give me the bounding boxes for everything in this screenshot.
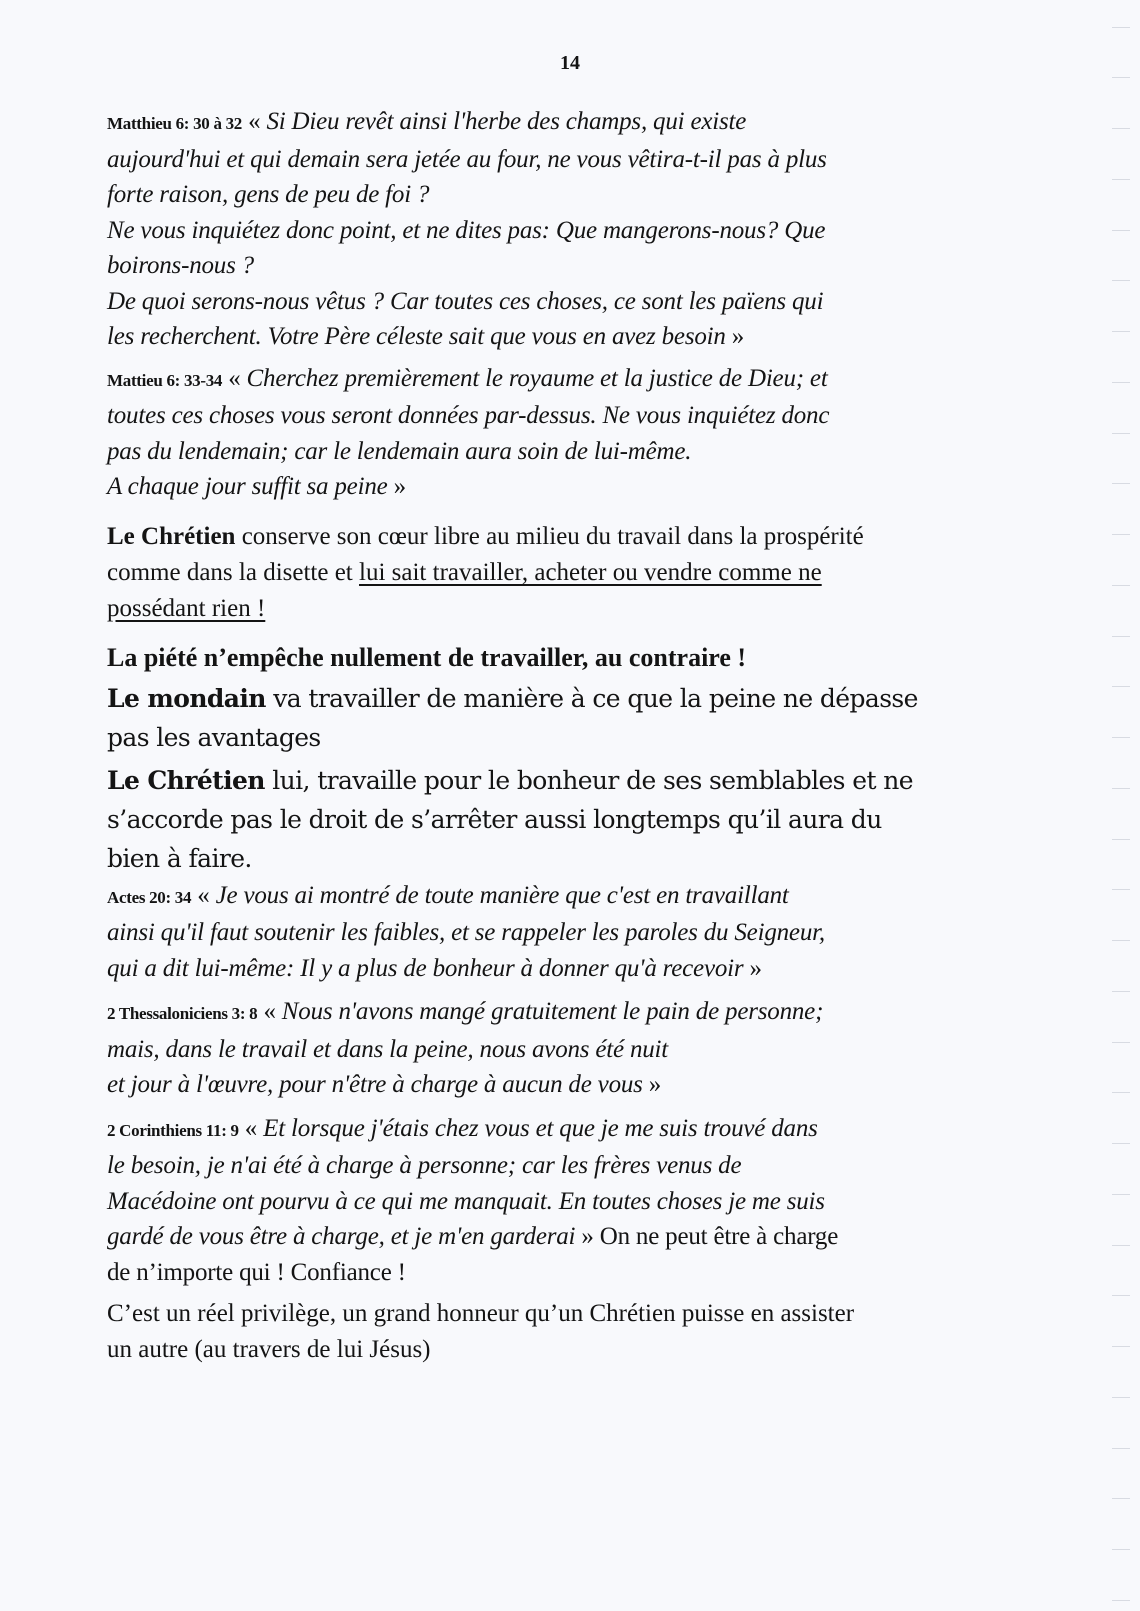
verse-2-corinthiens-11-9: [107, 1111, 1017, 1291]
verse-line: les recherchent. Votre Père céleste sait que vous en avez besoin: [107, 323, 726, 350]
verse-line: toutes ces choses vous seront données par-dessus. Ne vous inquiétez donc: [107, 402, 830, 429]
binding-mark: [1112, 27, 1130, 28]
quote-close: »: [743, 954, 762, 982]
verse-line: mais, dans le travail et dans la peine, nous avons été nuit: [107, 1035, 669, 1063]
binding-mark: [1112, 1194, 1130, 1195]
verse-line: ainsi qu'il faut soutenir les faibles, et se rappeler les paroles du Seigneur,: [107, 919, 825, 946]
verse-line: gardé de vous être à charge, et je m'en garderai: [107, 1223, 576, 1250]
text: lui, travaille pour le bonheur de ses semblables et ne: [264, 765, 913, 795]
verse-line: forte raison, gens de peu de foi ?: [107, 181, 430, 208]
binding-mark: [1112, 991, 1130, 992]
binding-mark: [1112, 179, 1130, 180]
verse-reference: 2 Corinthiens 11: 9: [107, 1120, 239, 1140]
verse-line: qui a dit lui-même: Il y a plus de bonheur à donner qu'à recevoir: [107, 954, 744, 982]
binding-mark: [1112, 1143, 1130, 1144]
binding-mark: [1112, 1346, 1130, 1347]
chretien-paragraph: [107, 519, 1017, 627]
chretien-work-paragraph: [107, 761, 1017, 878]
binding-mark: [1112, 889, 1130, 890]
text: un autre (au travers de lui Jésus): [107, 1336, 431, 1363]
text: s’accorde pas le droit de s’arrêter aussi longtemps qu’il aura du: [107, 804, 882, 834]
binding-mark: [1112, 585, 1130, 586]
bold-subject: Le mondain: [107, 683, 266, 713]
text: comme dans la disette et: [107, 558, 360, 586]
binding-mark: [1112, 230, 1130, 231]
bold-subject: Le Chrétien: [107, 522, 236, 550]
quote-open: «: [244, 1114, 264, 1142]
binding-mark: [1112, 839, 1130, 840]
verse-mattieu-6-33: [107, 361, 1017, 505]
binding-mark: [1112, 686, 1130, 687]
binding-mark: [1112, 1448, 1130, 1449]
section-heading: La piété n’empêche nullement de travailler, au contraire !: [107, 642, 747, 672]
binding-mark: [1112, 1397, 1130, 1398]
text: bien à faire.: [107, 843, 252, 873]
quote-close: »: [387, 473, 406, 500]
verse-matthieu-6-30: [107, 104, 1017, 355]
verse-reference: Matthieu 6: 30 à 32: [107, 114, 243, 133]
text: On ne peut être à charge: [593, 1223, 839, 1250]
quote-open: «: [248, 108, 267, 135]
verse-line: De quoi serons-nous vêtus ? Car toutes ces choses, ce sont les païens qui: [107, 287, 824, 315]
verse-line: Si Dieu revêt ainsi l'herbe des champs, qui existe: [266, 108, 747, 135]
binding-mark: [1112, 1549, 1130, 1550]
verse-line: Ne vous inquiétez donc point, et ne dites pas: Que mangerons-nous? Que: [107, 216, 826, 244]
binding-mark: [1112, 1600, 1130, 1601]
verse-line: et jour à l'œuvre, pour n'être à charge à aucun de vous: [107, 1071, 643, 1098]
binding-mark: [1112, 737, 1130, 738]
underlined-text: lui sait travailler, acheter ou vendre comme ne: [359, 558, 822, 586]
verse-line: aujourd'hui et qui demain sera jetée au four, ne vous vêtira-t-il pas à plus: [107, 145, 827, 173]
mondain-paragraph: [107, 679, 1017, 757]
text: va travailler de manière à ce que la peine ne dépasse: [265, 683, 918, 713]
binding-mark: [1112, 636, 1130, 637]
verse-line: Je vous ai montré de toute manière que c'est en travaillant: [215, 881, 789, 909]
text: pas les avantages: [107, 722, 321, 752]
verse-reference: Actes 20: 34: [107, 887, 192, 907]
bold-subject: Le Chrétien: [107, 765, 265, 795]
quote-close: »: [642, 1071, 662, 1098]
verse-line: Macédoine ont pourvu à ce qui me manquait. En toutes choses je me suis: [107, 1187, 825, 1215]
page-number: 14: [560, 52, 580, 74]
verse-reference: 2 Thessaloniciens 3: 8: [107, 1004, 258, 1023]
verse-line: boirons-nous ?: [107, 252, 254, 279]
quote-open: «: [197, 881, 216, 909]
quote-open: «: [228, 364, 247, 392]
binding-mark: [1112, 788, 1130, 789]
text: C’est un réel privilège, un grand honneur qu’un Chrétien puisse en assister: [107, 1300, 855, 1327]
page-content: [107, 104, 1017, 1368]
binding-mark: [1112, 1295, 1130, 1296]
binding-mark: [1112, 433, 1130, 434]
verse-2-thessaloniciens-3-8: [107, 994, 1017, 1103]
privilege-paragraph: [107, 1296, 1017, 1368]
quote-open: «: [263, 998, 282, 1025]
verse-line: Et lorsque j'étais chez vous et que je me suis trouvé dans: [263, 1114, 818, 1142]
binding-mark: [1112, 1245, 1130, 1246]
binding-mark: [1112, 534, 1130, 535]
binding-mark: [1112, 1042, 1130, 1043]
binding-mark: [1112, 77, 1130, 78]
verse-line: Cherchez premièrement le royaume et la justice de Dieu; et: [246, 364, 828, 392]
verse-line: pas du lendemain; car le lendemain aura soin de lui-même.: [107, 437, 692, 465]
verse-reference: Mattieu 6: 33-34: [107, 370, 223, 390]
binding-mark: [1112, 1498, 1130, 1499]
verse-line: Nous n'avons mangé gratuitement le pain de personne;: [281, 998, 824, 1025]
quote-close: »: [725, 323, 745, 350]
text: conserve son cœur libre au milieu du travail dans la prospérité: [235, 522, 864, 550]
binding-mark: [1112, 1092, 1130, 1093]
binding-mark: [1112, 483, 1130, 484]
binding-mark: [1112, 280, 1130, 281]
binding-mark: [1112, 128, 1130, 129]
underlined-text: possédant rien !: [107, 594, 266, 622]
verse-actes-20-34: [107, 878, 1017, 987]
binding-mark: [1112, 940, 1130, 941]
binding-mark: [1112, 331, 1130, 332]
quote-close: »: [575, 1223, 594, 1250]
binding-marks: [1108, 0, 1130, 1611]
verse-line: le besoin, je n'ai été à charge à personne; car les frères venus de: [107, 1152, 742, 1179]
verse-line: A chaque jour suffit sa peine: [107, 473, 388, 500]
text: de n’importe qui ! Confiance !: [107, 1258, 406, 1286]
binding-mark: [1112, 382, 1130, 383]
